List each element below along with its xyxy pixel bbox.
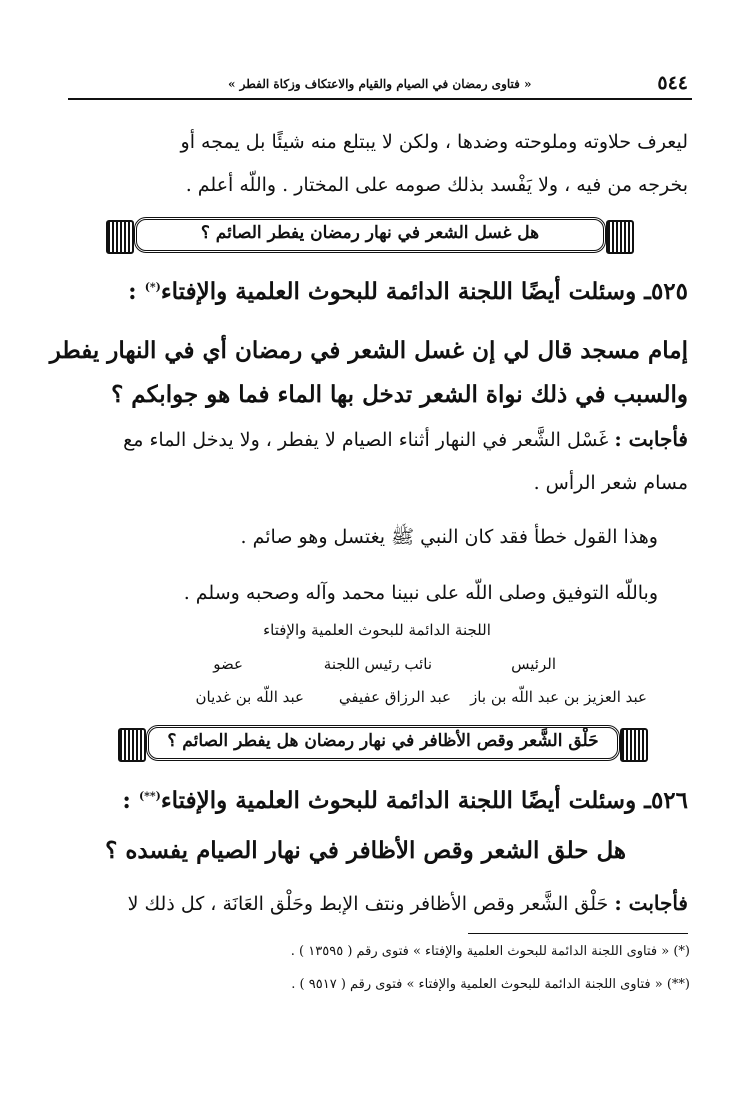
footnote-mark: (*) (144, 280, 161, 294)
footnote-2: (**) « فتاوى اللجنة الدائمة للبحوث العلمية والإفتاء » فتوى رقم ( ٩٥١٧ ) . (291, 977, 690, 992)
role-president: الرئيس (511, 655, 556, 673)
opening-line-1: ليعرف حلاوته وملوحته وضدها ، ولكن لا يبتلع منه شيئًا بل يمجه أو (180, 131, 688, 153)
answer-525-line-1 (76, 418, 688, 462)
question-525-line-2: والسبب في ذلك نواة الشعر تدخل بها الماء فما هو جوابكم ؟ (111, 381, 688, 408)
role-member: عضو (213, 655, 243, 673)
intro-text: ٥٢٦ـ وسئلت أيضًا اللجنة الدائمة للبحوث العلمية والإفتاء (160, 787, 688, 814)
opening-line-2: بخرجه من فيه ، ولا يَفْسد بذلك صومه على المختار . واللّه أعلم . (185, 174, 688, 196)
answer-lead: فأجابت : (614, 891, 688, 915)
intro-colon: : (128, 278, 137, 305)
page-number: ٥٤٤ (657, 72, 688, 94)
intro-colon: : (122, 787, 131, 814)
section-1-title: هل غسل الشعر في نهار رمضان يفطر الصائم ؟ (200, 223, 540, 243)
running-header (68, 72, 692, 100)
intro-text: ٥٢٥ـ وسئلت أيضًا اللجنة الدائمة للبحوث العلمية والإفتاء (160, 278, 688, 305)
footnote-1: (*) « فتاوى اللجنة الدائمة للبحوث العلمية والإفتاء » فتوى رقم ( ١٣٥٩٥ ) . (290, 944, 690, 959)
answer-text: حَلْق الشَّعر وقص الأظافر ونتف الإبط وحَلْق العَانَة ، كل ذلك لا (127, 893, 609, 915)
question-526: هل حلق الشعر وقص الأظافر في نهار الصيام يفسده ؟ (105, 837, 626, 864)
answer-525-line-2: مسام شعر الرأس . (533, 472, 688, 494)
section-2-banner (118, 725, 648, 761)
name-president: عبد العزيز بن عبد اللّه بن باز (470, 688, 647, 706)
name-vice-president: عبد الرزاق عفيفي (338, 688, 451, 706)
name-member: عبد اللّه بن غديان (195, 688, 304, 706)
question-525-line-1: إمام مسجد قال لي إن غسل الشعر في رمضان أي في النهار يفطر (49, 337, 688, 364)
answer-text: غَسْل الشَّعر في النهار أثناء الصيام لا يفطر ، ولا يدخل الماء مع (123, 429, 609, 451)
answer-525-line-3: وهذا القول خطأ فقد كان النبي ﷺ يغتسل وهو صائم . (240, 526, 658, 548)
footnote-separator (468, 933, 688, 934)
role-vice-president: نائب رئيس اللجنة (323, 655, 432, 673)
running-title: « فتاوى رمضان في الصيام والقيام والاعتكاف وزكاة الفطر » (228, 77, 532, 91)
section-2-title: حَلْق الشَّعر وقص الأظافر في نهار رمضان هل يفطر الصائم ؟ (167, 731, 599, 751)
section-1-banner (106, 217, 634, 253)
footnote-mark: (**) (138, 789, 161, 803)
answer-lead: فأجابت : (614, 427, 688, 451)
question-526-intro (76, 787, 688, 814)
question-525-intro (76, 278, 688, 305)
committee-title: اللجنة الدائمة للبحوث العلمية والإفتاء (263, 621, 491, 639)
answer-525-closing: وباللّه التوفيق وصلى اللّه على نبينا محمد وآله وصحبه وسلم . (183, 582, 658, 604)
answer-526-line-1 (76, 882, 688, 926)
